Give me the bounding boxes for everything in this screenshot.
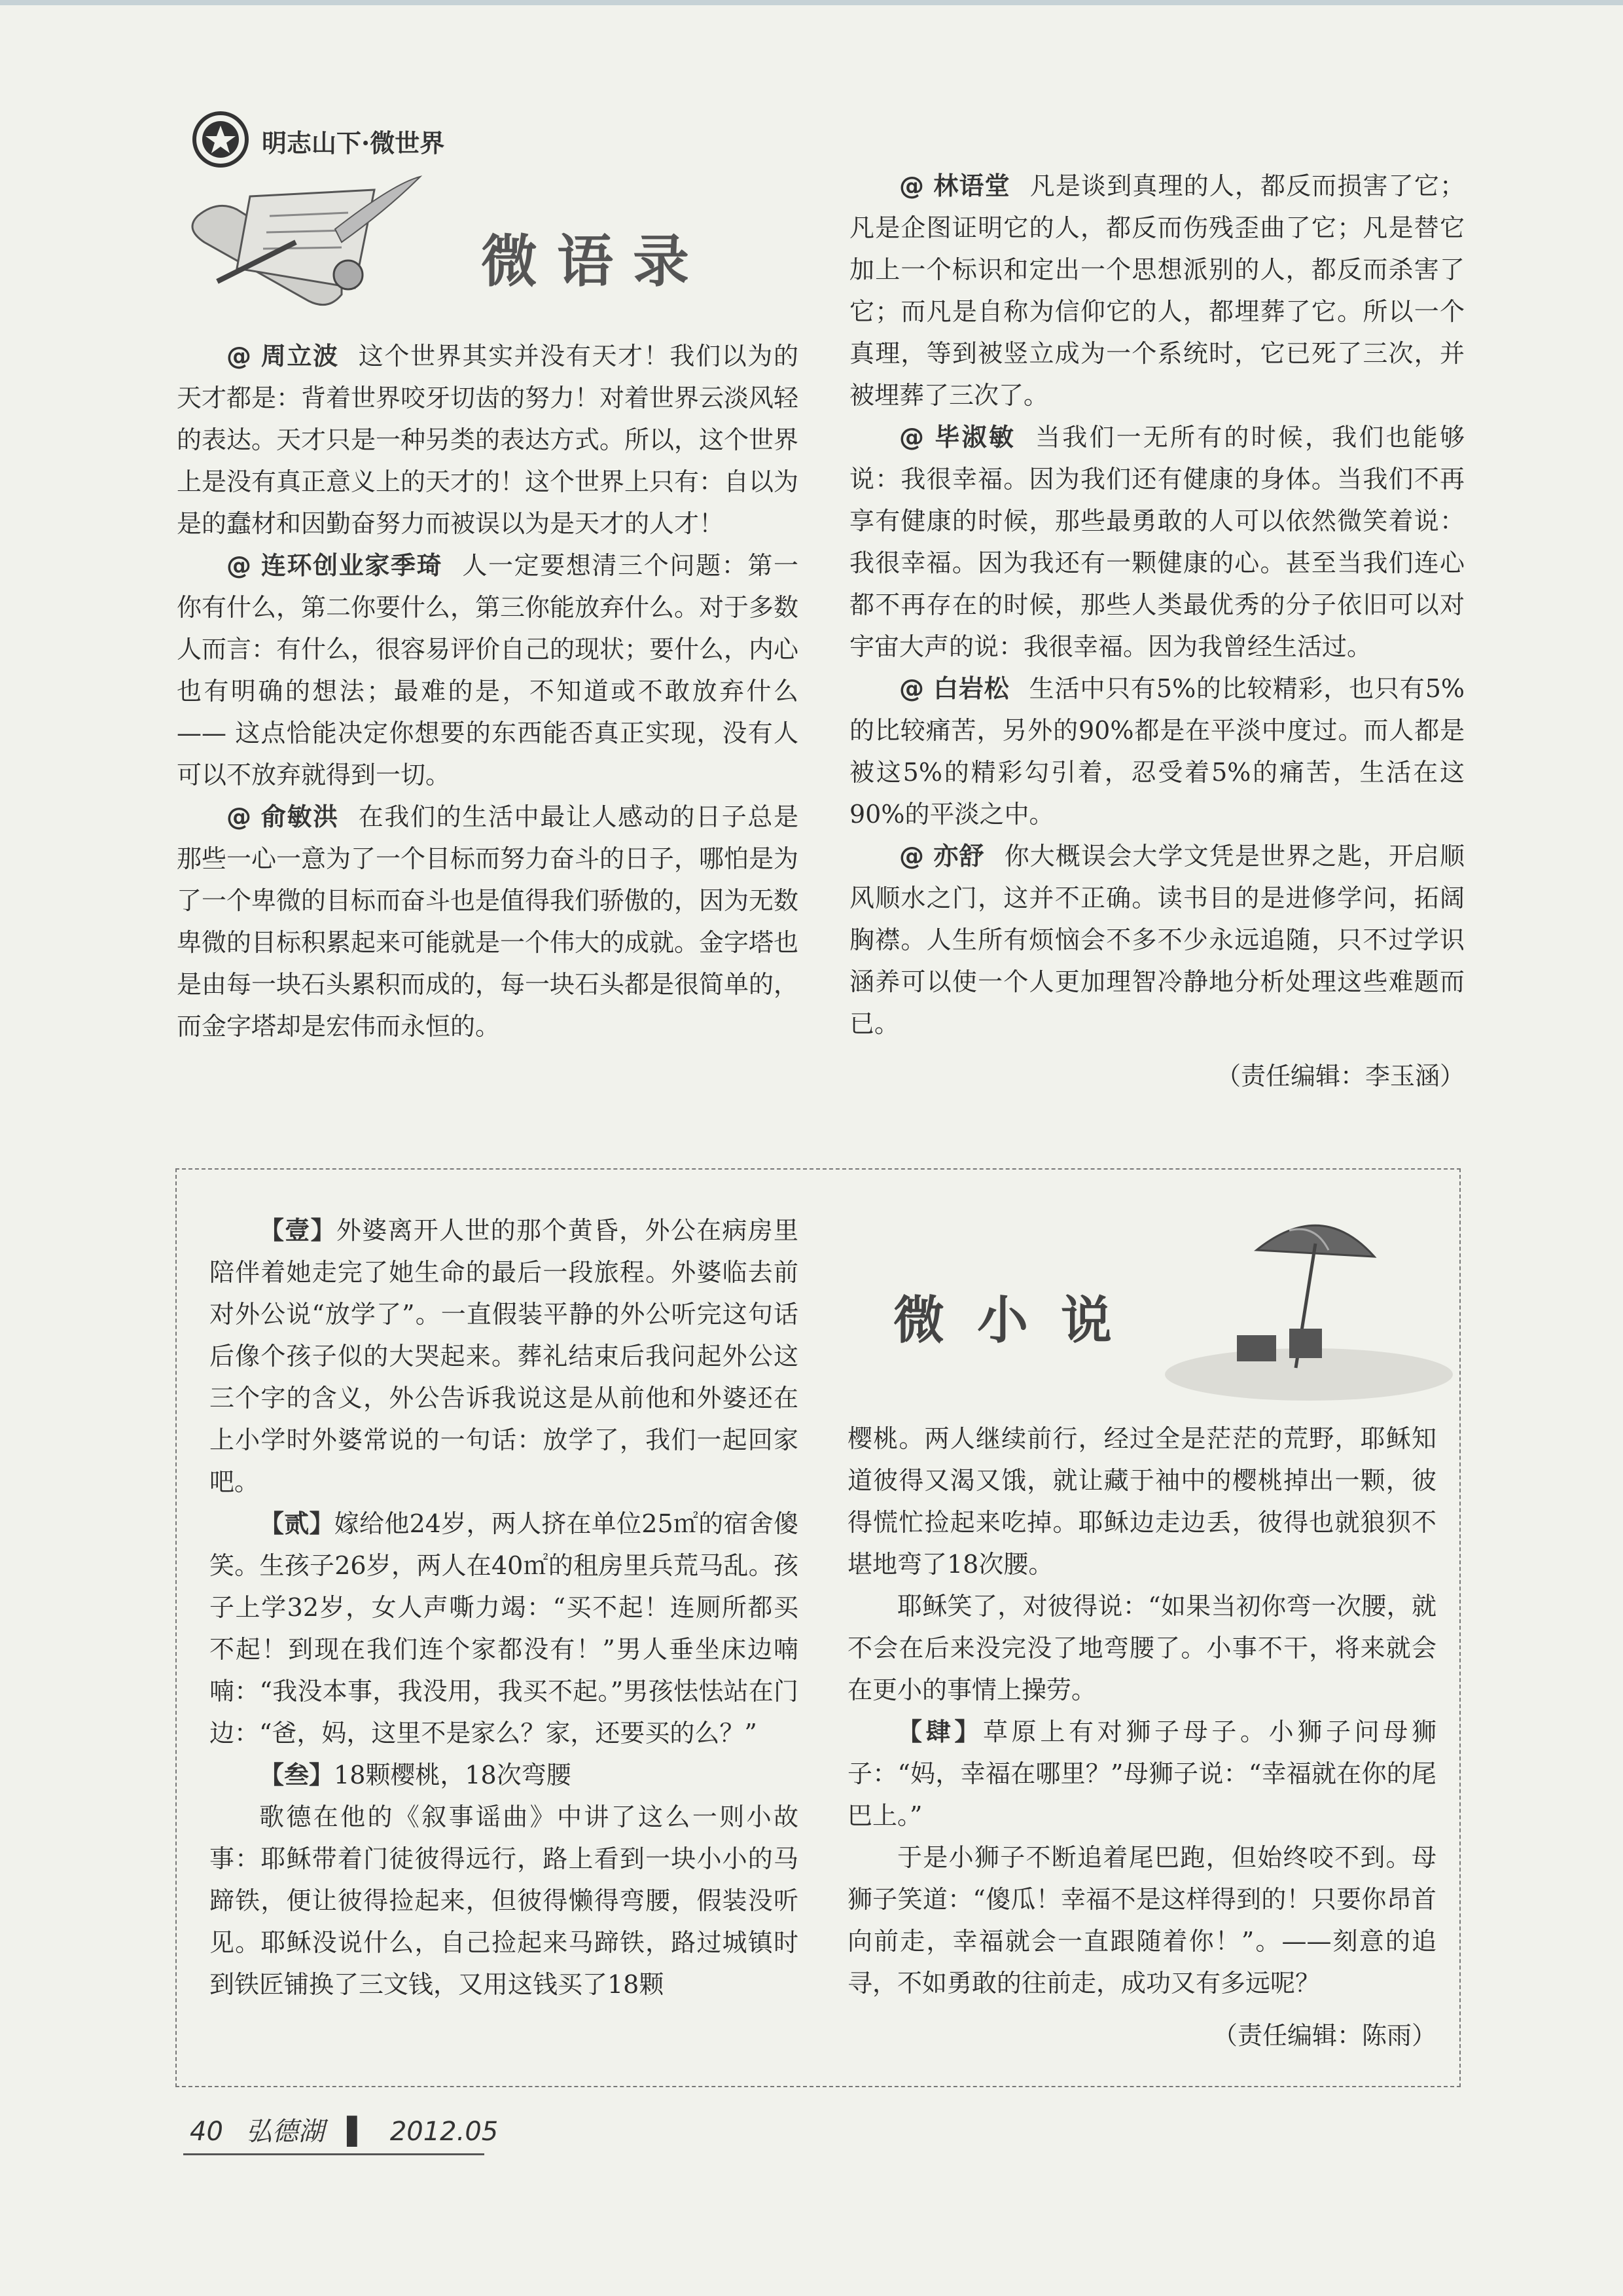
fiction-paragraph: [209, 1796, 798, 2005]
story-marker: 【壹】: [259, 1215, 336, 1245]
quotes-right-column: [849, 165, 1465, 1097]
story-marker: 【肆】: [897, 1717, 983, 1746]
fiction-paragraph: [209, 1210, 798, 1503]
fiction-paragraph: [209, 1754, 798, 1796]
quote-paragraph: [177, 796, 798, 1047]
star-emblem-icon: [191, 110, 250, 169]
magazine-name: 弘德湖: [245, 2117, 325, 2147]
story-text: 外婆离开人世的那个黄昏，外公在病房里陪伴着她走完了她生命的最后一段旅程。外婆临去前对外公说“放学了”。一直假装平静的外公听完这句话后像个孩子似的大哭起来。葬礼结束后我问起外公这三个字的含义，外公告诉我说这是从前他和外婆还在上小学时外婆常说的一句话：放学了，我们一起回家吧。: [209, 1216, 798, 1496]
story-text: 耶稣笑了，对彼得说：“如果当初你弯一次腰，就不会在后来没完没了地弯腰了。小事不干，将来就会在更小的事情上操劳。: [847, 1592, 1436, 1704]
quote-text: 凡是谈到真理的人，都反而损害了它；凡是企图证明它的人，都反而伤残歪曲了它；凡是替它加上一个标识和定出一个思想派别的人，都反而杀害了它；而凡是自称为信仰它的人，都埋葬了它。所以一个真理，等到被竖立成为一个系统时，它已死了三次，并被埋葬了三次了。: [849, 171, 1465, 410]
footer-bar-icon: ▌: [347, 2117, 368, 2147]
scroll-quill-icon: [178, 170, 427, 327]
quotes-left-column: [177, 335, 798, 1047]
quote-text: 在我们的生活中最让人感动的日子总是那些一心一意为了一个目标而努力奋斗的日子，哪怕是为了一个卑微的目标而奋斗也是值得我们骄傲的，因为无数卑微的目标积累起来可能就是一个伟大的成就。金字塔也是由每一块石头累积而成的，每一块石头都是很简单的，而金字塔却是宏伟而永恒的。: [177, 802, 799, 1041]
issue-number: 2012.05: [389, 2117, 499, 2147]
story-text: 嫁给他24岁，两人挤在单位25㎡的宿舍傻笑。生孩子26岁，两人在40㎡的租房里兵荒马乱。孩子上学32岁，女人声嘶力竭：“买不起！连厕所都买不起！到现在我们连个家都没有！”男人垂坐床边喃喃：“我没本事，我没用，我买不起。”男孩怯怯站在门边：“爸，妈，这里不是家么？家，还要买的么？”: [209, 1509, 798, 1748]
fiction-right-column: [847, 1418, 1436, 2056]
quote-author: @ 林语堂: [899, 171, 1010, 200]
quote-author: @ 白岩松: [899, 674, 1010, 703]
editor-credit: （责任编辑：李玉涵）: [1215, 1062, 1465, 1090]
fiction-paragraph: [847, 1837, 1436, 2004]
fiction-paragraph: [209, 1503, 798, 1754]
page-footer: [190, 2111, 512, 2148]
footer-rule: [183, 2153, 484, 2155]
story-marker: 【叁】: [259, 1760, 334, 1789]
quote-paragraph: [849, 165, 1465, 416]
micro-fiction-title: 微小说: [893, 1291, 1145, 1350]
quote-paragraph: [849, 835, 1465, 1045]
top-rule: [0, 0, 1623, 5]
quote-text: 这个世界其实并没有天才！我们以为的天才都是：背着世界咬牙切齿的努力！对着世界云淡风轻的表达。天才只是一种另类的表达方式。所以，这个世界上是没有真正意义上的天才的！这个世界上只有：自以为是的蠢材和因勤奋努力而被误以为是天才的人才！: [177, 342, 799, 538]
quote-author: @ 亦舒: [899, 842, 985, 870]
quote-author: @ 周立波: [226, 342, 339, 370]
quote-paragraph: [177, 335, 798, 545]
quote-author: @ 俞敏洪: [226, 802, 339, 831]
story-marker: 【贰】: [259, 1509, 334, 1538]
fiction-paragraph: [847, 1711, 1436, 1837]
quote-text: 你大概误会大学文凭是世界之匙，开启顺风顺水之门，这并不正确。读书目的是进修学问，拓阔胸襟。人生所有烦恼会不多不少永远追随，只不过学识涵养可以使一个人更加理智冷静地分析处理这些难题而已。: [849, 842, 1465, 1038]
fiction-paragraph: [847, 1585, 1436, 1711]
section-label: 明志山下·微世界: [262, 128, 445, 158]
page-number: 40: [190, 2117, 223, 2147]
quote-text: 生活中只有5%的比较精彩，也只有5%的比较痛苦，另外的90%都是在平淡中度过。而人都是被这5%的精彩勾引着，忍受着5%的痛苦，生活在这90%的平淡之中。: [849, 674, 1465, 829]
quote-paragraph: [849, 668, 1465, 835]
quote-paragraph: [177, 545, 798, 796]
story-text: 歌德在他的《叙事谣曲》中讲了这么一则小故事：耶稣带着门徒彼得远行，路上看到一块小小的马蹄铁，便让彼得捡起来，但彼得懒得弯腰，假装没听见。耶稣没说什么，自己捡起来马蹄铁，路过城镇时到铁匠铺换了三文钱，又用这钱买了18颗: [209, 1803, 798, 1999]
quote-text: 人一定要想清三个问题：第一你有什么，第二你要什么，第三你能放弃什么。对于多数人而言：有什么，很容易评价自己的现状；要什么，内心也有明确的想法；最难的是，不知道或不敢放弃什么 —— 这点恰能决定你想要的东西能否真正实现，没有人可以不放弃就得到一切。: [177, 551, 799, 789]
story-text: 樱桃。两人继续前行，经过全是茫茫的荒野，耶稣知道彼得又渴又饿，就让藏于袖中的樱桃掉出一颗，彼得慌忙捡起来吃掉。耶稣边走边丢，彼得也就狼狈不堪地弯了18次腰。: [847, 1424, 1436, 1579]
editor-credit: （责任编辑：陈雨）: [1212, 2021, 1436, 2050]
story-text: 于是小狮子不断追着尾巴跑，但始终咬不到。母狮子笑道：“傻瓜！幸福不是这样得到的！只要你昂首向前走，幸福就会一直跟随着你！”。——刻意的追寻，不如勇敢的往前走，成功又有多远呢？: [847, 1843, 1436, 1998]
fiction-paragraph: [847, 1418, 1436, 1585]
story-text: 草原上有对狮子母子。小狮子问母狮子：“妈，幸福在哪里？”母狮子说：“幸福就在你的尾巴上。”: [847, 1717, 1436, 1830]
micro-quotes-title: 微语录: [481, 228, 709, 295]
quote-text: 当我们一无所有的时候，我们也能够说：我很幸福。因为我们还有健康的身体。当我们不再享有健康的时候，那些最勇敢的人可以依然微笑着说：我很幸福。因为我还有一颗健康的心。甚至当我们连心都不再存在的时候，那些人类最优秀的分子依旧可以对宇宙大声的说：我很幸福。因为我曾经生活过。: [849, 423, 1465, 661]
quote-paragraph: [849, 416, 1465, 668]
quote-author: @ 毕淑敏: [899, 423, 1016, 452]
story-text: 18颗樱桃，18次弯腰: [334, 1761, 571, 1789]
quote-author: @ 连环创业家季琦: [226, 551, 443, 580]
fiction-left-column: [209, 1210, 798, 2005]
beach-umbrella-icon: [1158, 1204, 1459, 1401]
